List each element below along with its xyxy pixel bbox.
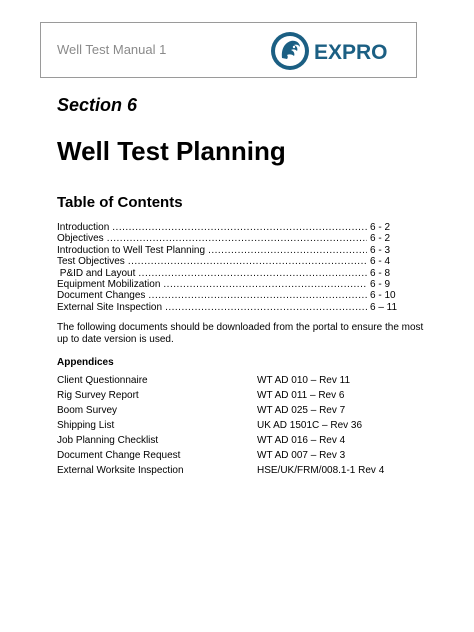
- appendix-name: Rig Survey Report: [57, 390, 139, 401]
- toc-item-pid-layout: [57, 268, 402, 279]
- page-title: Well Test Planning: [57, 136, 286, 166]
- toc-leader: [165, 302, 367, 313]
- page-header: [40, 22, 417, 78]
- expro-logo: [269, 28, 417, 74]
- appendix-row: [57, 373, 437, 388]
- toc-item-page: 6 - 9: [370, 278, 391, 290]
- appendix-ref: HSE/UK/FRM/008.1-1 Rev 4: [257, 465, 385, 476]
- appendix-row: [57, 418, 437, 433]
- toc-item-page: 6 - 8: [370, 267, 391, 279]
- appendix-ref: UK AD 1501C – Rev 36: [257, 420, 363, 431]
- appendix-row: [57, 388, 437, 403]
- toc-item-document-changes: [57, 290, 402, 301]
- toc-item-external-site-inspection: [57, 302, 402, 313]
- lion-emblem-icon: [269, 28, 417, 74]
- toc-item-introduction: [57, 222, 402, 233]
- appendix-name: Job Planning Checklist: [57, 435, 159, 446]
- appendix-ref: WT AD 025 – Rev 7: [257, 405, 346, 416]
- appendix-row: [57, 463, 437, 478]
- appendix-name: Shipping List: [57, 420, 115, 431]
- toc-item-intro-planning: [57, 245, 402, 256]
- toc-leader: [138, 268, 367, 279]
- toc-item-objectives: [57, 233, 402, 244]
- table-of-contents: [57, 222, 402, 313]
- toc-leader: [148, 290, 367, 301]
- toc-item-label: P&ID and Layout: [57, 267, 136, 279]
- toc-item-page: 6 - 2: [370, 233, 391, 245]
- appendix-ref: WT AD 011 – Rev 6: [257, 390, 345, 401]
- appendices-heading: Appendices: [57, 357, 114, 368]
- toc-item-page: 6 – 11: [370, 301, 398, 313]
- toc-leader: [128, 256, 367, 267]
- toc-leader: [208, 245, 367, 256]
- appendix-row: [57, 448, 437, 463]
- toc-item-label: Test Objectives: [57, 256, 125, 268]
- section-label: Section 6: [57, 95, 138, 115]
- appendix-name: Client Questionnaire: [57, 375, 148, 386]
- toc-item-page: 6 - 2: [370, 222, 391, 233]
- toc-leader: [107, 233, 367, 244]
- toc-item-label: Document Changes: [57, 290, 146, 302]
- toc-item-label: Introduction to Well Test Planning: [57, 244, 206, 256]
- toc-item-label: Introduction: [57, 222, 110, 233]
- toc-item-page: 6 - 4: [370, 256, 391, 268]
- toc-item-label: External Site Inspection: [57, 301, 163, 313]
- appendix-name: Document Change Request: [57, 450, 181, 461]
- toc-leader: [112, 222, 367, 233]
- appendix-name: External Worksite Inspection: [57, 465, 184, 476]
- appendices-list: [57, 373, 437, 478]
- appendix-row: [57, 403, 437, 418]
- toc-item-page: 6 - 3: [370, 244, 391, 256]
- appendix-row: [57, 433, 437, 448]
- appendix-ref: WT AD 010 – Rev 11: [257, 375, 351, 386]
- toc-item-label: Equipment Mobilization: [57, 278, 161, 290]
- download-notice: The following documents should be downloaded from the portal to ensure the most up to date version is used.: [57, 322, 424, 346]
- appendix-ref: WT AD 007 – Rev 3: [257, 450, 346, 461]
- logo-wordmark: EXPRO: [314, 41, 388, 64]
- toc-item-page: 6 - 10: [370, 290, 396, 302]
- appendix-ref: WT AD 016 – Rev 4: [257, 435, 346, 446]
- toc-item-equipment-mobilization: [57, 279, 402, 290]
- manual-title: Well Test Manual 1: [57, 42, 167, 57]
- toc-item-test-objectives: [57, 256, 402, 267]
- toc-item-label: Objectives: [57, 233, 104, 245]
- appendix-name: Boom Survey: [57, 405, 118, 416]
- toc-leader: [163, 279, 367, 290]
- toc-heading: Table of Contents: [57, 194, 183, 211]
